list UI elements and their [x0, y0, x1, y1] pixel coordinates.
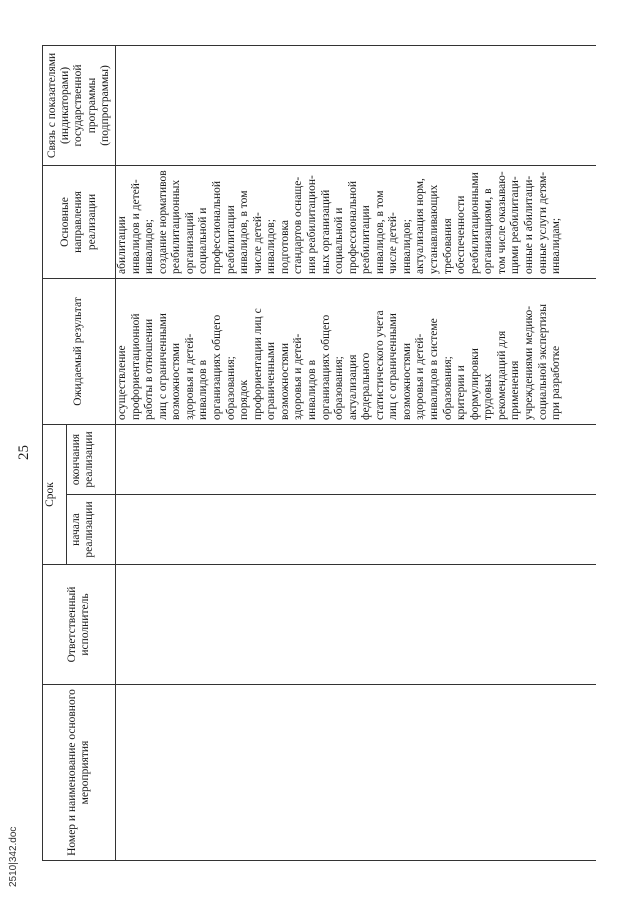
result-text: осуществление профориентационной работы в отношении лиц с ограниченными возможностями здоровья и детей- инвалидов в организациях общего образования; порядок профориентации лиц с ограниченными возможностями здоровья и детей- инвалидов в организациях общего образования; актуализация федерального статистического учета лиц с ограниченными возможностями здоровья и детей- инвалидов в системе образования; критерии и формулировки трудовых рекомендаций для применения учреждениями медико- социальной экспертизы при разработке — [116, 304, 563, 420]
footer-filename: 2510|342.doc — [8, 826, 19, 887]
header-start: начала реализации — [66, 495, 115, 565]
page-number: 25 — [16, 445, 32, 460]
header-term: Срок — [43, 424, 67, 564]
cell-result — [116, 278, 597, 424]
header-indicators: Связь с показателями (индикаторами) государственной программы (подпрограммы) — [43, 45, 116, 165]
header-end: окончания реализации — [66, 424, 115, 494]
directions-text: абилитации инвалидов и детей- инвалидов; создание нормативов реабилитационных организаций социальной и профессиональной реабилитации инвалидов, в том числе детей- инвалидов; подготовка стандартов оснаще- ния реабилитацион- ных организаций социальной и профессиональной реабилитации инвалидов, в том числе детей- инвалидов; актуализация норм, устанавливающих требования обеспеченности реабилитационными организациями, в том числе оказываю- щими реабилитаци- онные и абилитаци- онные услуги детям- инвалидам; — [116, 170, 563, 274]
cell-start — [116, 495, 597, 565]
header-directions: Основные направления реализации — [43, 165, 116, 278]
header-row-top — [43, 45, 67, 860]
cell-directions — [116, 165, 597, 278]
table-row — [116, 45, 597, 860]
cell-indicators — [116, 45, 597, 165]
header-result: Ожидаемый результат — [43, 278, 116, 424]
cell-measure — [116, 685, 597, 861]
measures-table — [42, 45, 596, 861]
header-measure: Номер и наименование основного мероприятия — [43, 685, 116, 861]
header-executor: Ответственный исполнитель — [43, 565, 116, 685]
cell-executor — [116, 565, 597, 685]
cell-end — [116, 424, 597, 494]
